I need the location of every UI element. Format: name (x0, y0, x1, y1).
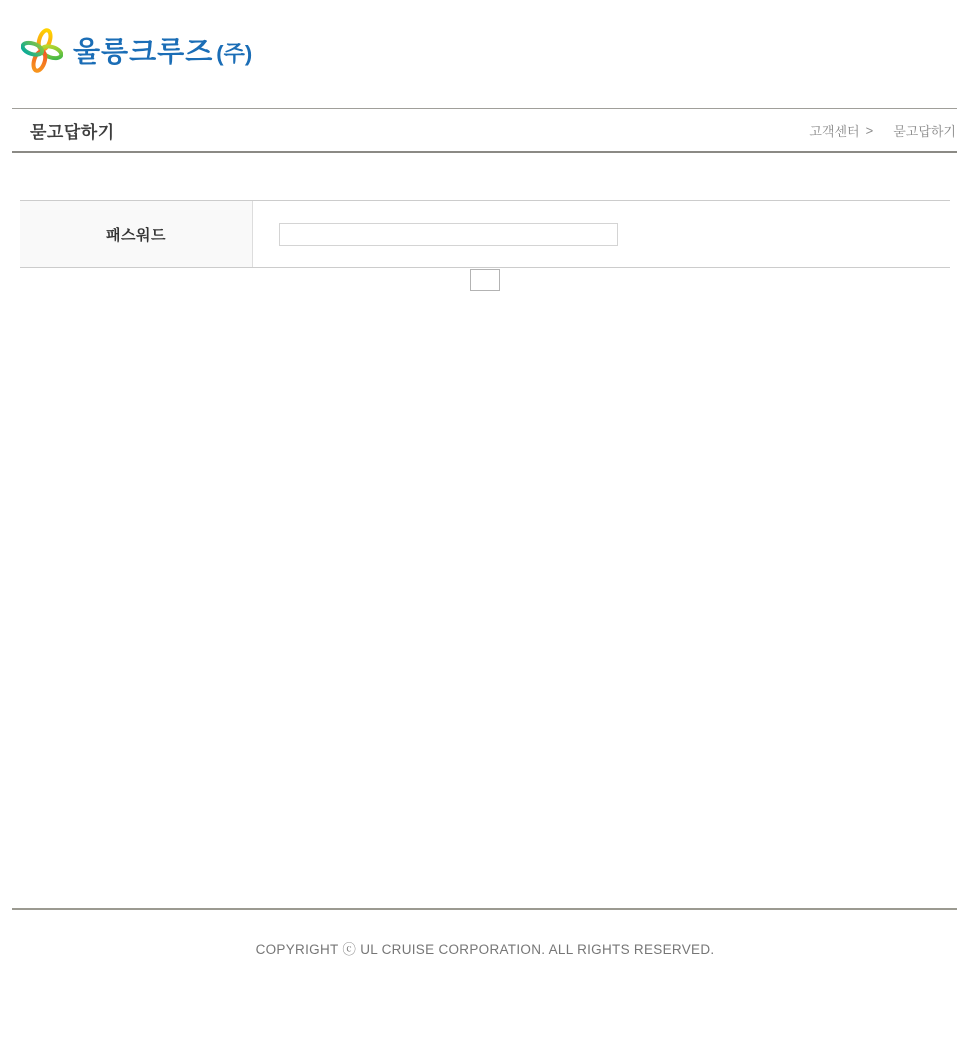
breadcrumb-separator-icon: > (865, 122, 874, 138)
breadcrumb-parent[interactable]: 고객센터 (809, 123, 860, 139)
brand-logo[interactable] (21, 27, 252, 74)
breadcrumb-current: 묻고답하기 (893, 123, 956, 139)
title-bar (12, 108, 957, 153)
footer-copyright: COPYRIGHT ⓒ UL CRUISE CORPORATION. ALL RIGHTS RESERVED. (255, 942, 715, 957)
confirm-button[interactable] (470, 269, 500, 291)
breadcrumb (809, 121, 957, 140)
brand-suffix: (주) (216, 40, 253, 66)
password-label: 패스워드 (20, 201, 253, 267)
password-table (20, 200, 950, 268)
password-input[interactable] (279, 223, 618, 246)
password-value-cell (253, 201, 950, 267)
pinwheel-flower-icon (21, 27, 63, 74)
page-title: 묻고답하기 (30, 122, 115, 142)
brand-name: 울릉크루즈 (73, 35, 214, 67)
footer-divider (12, 908, 957, 910)
